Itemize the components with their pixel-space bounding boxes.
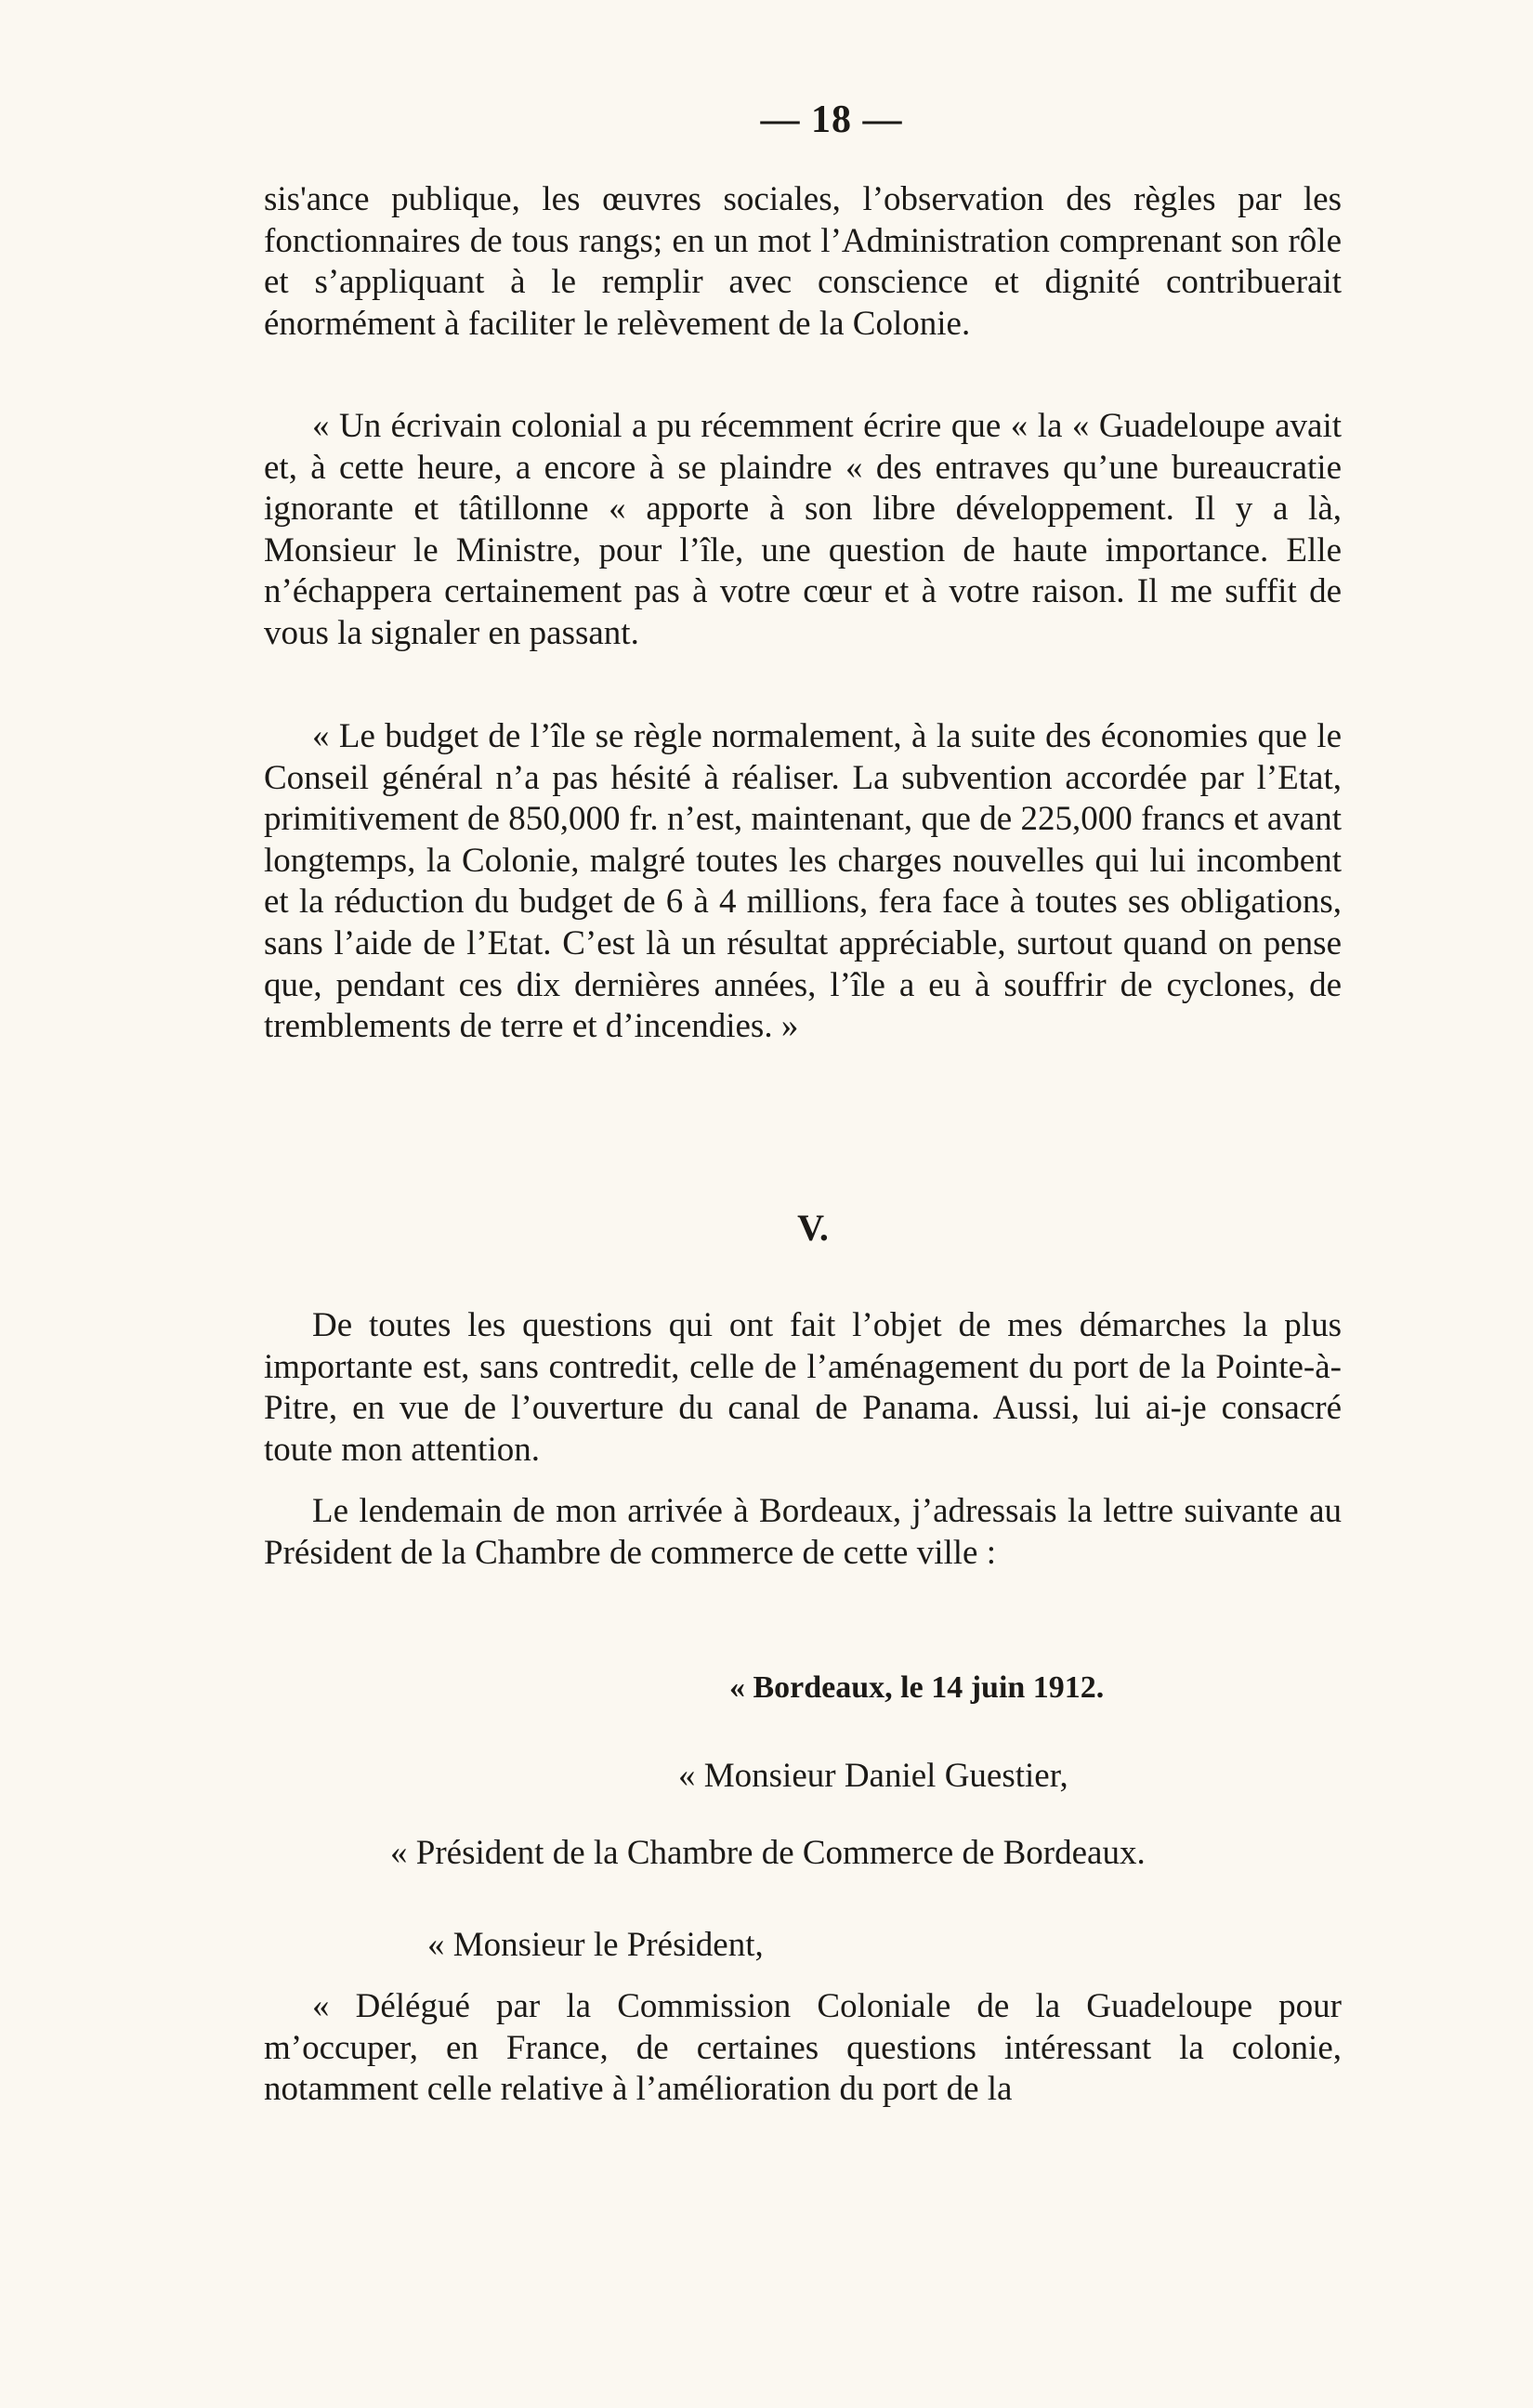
paragraph-port-question: De toutes les questions qui ont fait l’objet de mes démarches la plus importante est, sans contredit, celle de l’aménagement du port de la Pointe-à-Pitre, en vue de l’ouverture du canal de Panama. Aussi, lui ai-je consacré toute mon attention. bbox=[264, 1306, 1342, 1469]
paragraph-letter-body: « Délégué par la Commission Coloniale de la Guadeloupe pour m’occuper, en France, de certaines questions intéressant la colonie, notamment celle relative à l’amélioration du port de la bbox=[264, 1987, 1342, 2109]
section-heading: V. bbox=[797, 1207, 829, 1249]
paragraph-letter-intro: Le lendemain de mon arrivée à Bordeaux, j’adressais la lettre suivante au Président de la Chambre de commerce de cette ville : bbox=[264, 1492, 1342, 1572]
paragraph-writer-quote: « Un écrivain colonial a pu récemment écrire que « la « Guadeloupe avait et, à cette heure, a encore à se plaindre « des entraves qu’une bureaucratie ignorante et tâtillonne « apporte à son libre développement. Il y a là, Monsieur le Ministre, pour l’île, une question de haute importance. Elle n’échappera certainement pas à votre cœur et à votre raison. Il me suffit de vous la signaler en passant. bbox=[264, 407, 1342, 652]
paragraph-budget: « Le budget de l’île se règle normalement, à la suite des économies que le Conseil général n’a pas hésité à réaliser. La subvention accordée par l’Etat, primitivement de 850,000 fr. n’est, maintenant, que de 225,000 francs et avant longtemps, la Colonie, malgré toutes les charges nouvelles qui lui incombent et la réduction du budget de 6 à 4 millions, fera face à toutes ses obligations, sans l’aide de l’Etat. C’est là un résultat appréciable, surtout quand on pense que, pendant ces dix dernières années, l’île a eu à souffrir de cyclones, de tremblements de terre et d’incendies. » bbox=[264, 717, 1342, 1046]
letter-addressee-title: « Président de la Chambre de Commerce de Bordeaux. bbox=[390, 1834, 1146, 1872]
letter-salutation: « Monsieur le Président, bbox=[427, 1926, 764, 1964]
paragraph-administration: sis'ance publique, les œuvres sociales, l’observation des règles par les fonctionnaires de tous rangs; en un mot l’Administration comprenant son rôle et s’appliquant à le remplir avec conscience et dignité contribuerait énormément à faciliter le relèvement de la Colonie. bbox=[264, 180, 1342, 343]
page-number: — 18 — bbox=[760, 98, 903, 141]
letter-dateline: « Bordeaux, le 14 juin 1912. bbox=[729, 1670, 1105, 1705]
letter-addressee: « Monsieur Daniel Guestier, bbox=[678, 1757, 1068, 1795]
